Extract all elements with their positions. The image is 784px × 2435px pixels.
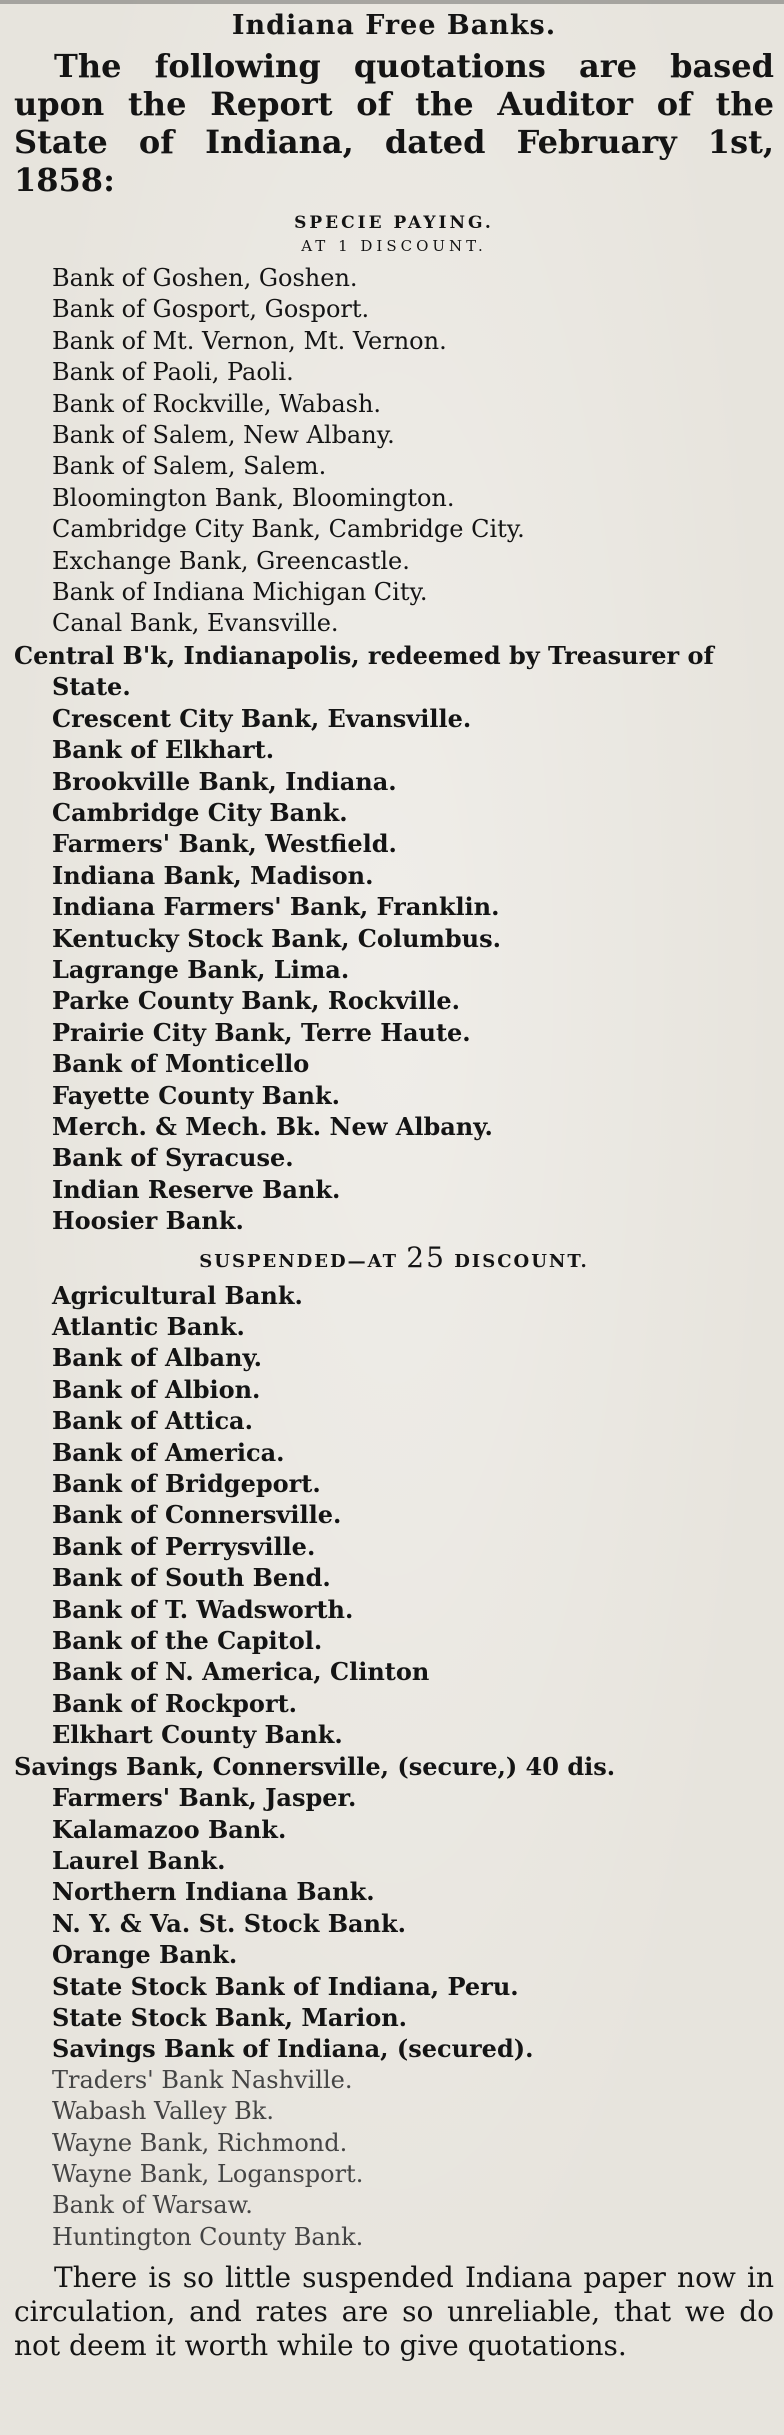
- list-item: Indiana Bank, Madison.: [52, 860, 374, 890]
- list-item: Bank of Elkhart.: [52, 735, 275, 765]
- list-item: Bank of Syracuse.: [52, 1143, 294, 1173]
- list-item: Savings Bank, Connersville, (secure,) 40 dis.: [14, 1751, 616, 1781]
- list-item: Bank of Paoli, Paoli.: [52, 358, 294, 387]
- suspended-heading: [14, 1241, 774, 1274]
- article-title: Indiana Free Banks.: [231, 10, 557, 41]
- list-item: Bank of Goshen, Goshen.: [52, 264, 358, 292]
- list-item: Atlantic Bank.: [52, 1312, 245, 1341]
- list-item: State Stock Bank of Indiana, Peru.: [52, 1971, 519, 2001]
- list-item: Bank of Bridgeport.: [52, 1469, 321, 1499]
- list-item: Lagrange Bank, Lima.: [52, 954, 350, 984]
- intro-paragraph: The following quotations are based upon the Report of the Auditor of the State of Indiana, dated February 1st, 1858:: [14, 47, 774, 199]
- list-item: Bank of South Bend.: [52, 1563, 331, 1593]
- list-item: Wayne Bank, Logansport.: [52, 2159, 364, 2188]
- list-item: Bank of Warsaw.: [52, 2191, 253, 2220]
- list-item: Elkhart County Bank.: [52, 1720, 343, 1750]
- list-item: N. Y. & Va. St. Stock Bank.: [52, 1908, 406, 1938]
- list-item: Farmers' Bank, Westfield.: [52, 829, 397, 859]
- list-item: Bank of Salem, New Albany.: [52, 421, 395, 450]
- specie-subheading: AT 1 DISCOUNT.: [301, 237, 487, 255]
- list-item: Cambridge City Bank, Cambridge City.: [52, 515, 525, 544]
- list-item: Bank of Monticello: [52, 1049, 310, 1079]
- list-item: Orange Bank.: [52, 1940, 238, 1970]
- list-item: Central B'k, Indianapolis, redeemed by Treasurer of State.: [14, 640, 714, 702]
- list-item: Bank of Gosport, Gosport.: [52, 295, 370, 324]
- list-item: Kentucky Stock Bank, Columbus.: [52, 923, 501, 953]
- suspended-heading-prefix: SUSPENDED—AT: [199, 1250, 398, 1272]
- list-item: Traders' Bank Nashville.: [52, 2065, 353, 2094]
- closing-paragraph: There is so little suspended Indiana paper now in circulation, and rates are so unreliable, that we do not deem it worth while to give quotations.: [14, 2261, 774, 2363]
- list-item: Bank of the Capitol.: [52, 1626, 323, 1656]
- list-item: Canal Bank, Evansville.: [52, 609, 339, 638]
- list-item: Agricultural Bank.: [52, 1280, 303, 1310]
- specie-heading: SPECIE PAYING.: [294, 213, 494, 233]
- list-item: Crescent City Bank, Evansville.: [52, 703, 472, 733]
- list-item: Brookville Bank, Indiana.: [52, 766, 397, 796]
- list-item: Bank of Attica.: [52, 1406, 253, 1436]
- list-item: Farmers' Bank, Jasper.: [52, 1783, 357, 1813]
- list-item: Laurel Bank.: [52, 1845, 226, 1875]
- list-item: State Stock Bank, Marion.: [52, 2002, 408, 2032]
- list-item: Huntington County Bank.: [52, 2222, 364, 2251]
- list-item: Bank of Albany.: [52, 1343, 263, 1373]
- list-item: Kalamazoo Bank.: [52, 1814, 287, 1844]
- list-item: Savings Bank of Indiana, (secured).: [52, 2034, 534, 2064]
- list-item: Bank of Salem, Salem.: [52, 452, 327, 481]
- list-item: Fayette County Bank.: [52, 1080, 340, 1110]
- suspended-bank-list: [14, 1280, 774, 2254]
- suspended-heading-number: 25: [406, 1240, 446, 1274]
- list-item: Parke County Bank, Rockville.: [52, 986, 460, 1016]
- list-item: Merch. & Mech. Bk. New Albany.: [52, 1111, 493, 1141]
- list-item: Bank of Mt. Vernon, Mt. Vernon.: [52, 326, 447, 355]
- list-item: Indian Reserve Bank.: [52, 1174, 341, 1204]
- list-item: Hoosier Bank.: [52, 1206, 244, 1236]
- list-item: Bank of Perrysville.: [52, 1531, 316, 1561]
- top-rule: [0, 0, 784, 4]
- list-item: Wabash Valley Bk.: [52, 2097, 274, 2126]
- list-item: Bank of T. Wadsworth.: [52, 1594, 354, 1624]
- list-item: Bank of Albion.: [52, 1374, 261, 1404]
- list-item: Wayne Bank, Richmond.: [52, 2128, 348, 2157]
- list-item: Exchange Bank, Greencastle.: [52, 546, 410, 575]
- list-item: Prairie City Bank, Terre Haute.: [52, 1017, 471, 1047]
- list-item: Indiana Farmers' Bank, Franklin.: [52, 892, 500, 922]
- list-item: Bank of Rockport.: [52, 1688, 298, 1718]
- specie-bank-list: [14, 263, 774, 1237]
- list-item: Bank of Rockville, Wabash.: [52, 389, 382, 418]
- list-item: Bank of Connersville.: [52, 1500, 342, 1530]
- list-item: Bank of Indiana Michigan City.: [52, 578, 428, 607]
- list-item: Bank of N. America, Clinton: [52, 1657, 430, 1687]
- list-item: Bloomington Bank, Bloomington.: [52, 483, 455, 512]
- list-item: Cambridge City Bank.: [52, 797, 348, 827]
- list-item: Northern Indiana Bank.: [52, 1877, 375, 1907]
- list-item: Bank of America.: [52, 1437, 285, 1467]
- suspended-heading-suffix: DISCOUNT.: [454, 1250, 589, 1272]
